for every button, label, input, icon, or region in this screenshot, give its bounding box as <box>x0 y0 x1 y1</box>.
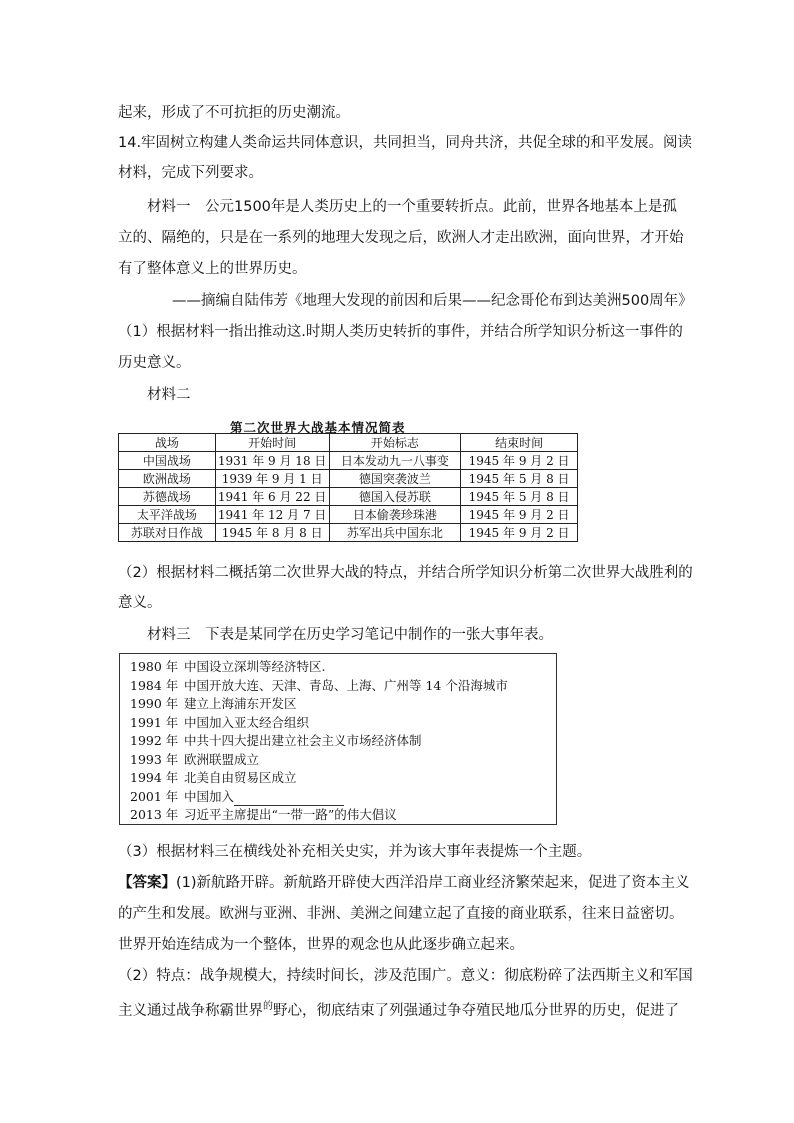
timeline-row <box>130 658 325 676</box>
timeline-event: 欧洲联盟成立 <box>184 751 260 767</box>
timeline-event: 中国加入亚太经合组织 <box>184 714 310 730</box>
material-1-line: 材料一 公元1500年是人类历史上的一个重要转折点。此前，世界各地基本上是孤 <box>147 199 677 215</box>
timeline-event: 中共十四大提出建立社会主义市场经济体制 <box>184 733 422 748</box>
timeline-row <box>130 769 297 787</box>
answer-text: 野心，彻底结束了列强通过争夺殖民地瓜分世界的历史，促进了 <box>273 1002 679 1019</box>
answer-line: （2）特点：战争规模大，持续时间长，涉及范围广。意义：彻底粉碎了法西斯主义和军国 <box>118 968 693 984</box>
superscript-char: 的 <box>263 1001 273 1012</box>
timeline-row <box>130 695 297 713</box>
table-cell: 1945 年 8 月 8 日 <box>215 524 329 542</box>
table-cell: 德国突袭波兰 <box>329 470 461 488</box>
answer-line <box>118 997 679 1021</box>
table-row <box>119 488 578 506</box>
timeline-event: 习近平主席提出“一带一路”的伟大倡议 <box>184 807 397 822</box>
table-header-cell: 开始时间 <box>215 434 329 452</box>
question-2-line: （2）根据材料二概括第二次世界大战的特点，并结合所学知识分析第二次世界大战胜利的 <box>118 565 693 581</box>
answer-text: (1)新航路开辟。新航路开辟使大西洋沿岸工商业经济繁荣起来，促进了资本主义 <box>176 875 690 891</box>
timeline-row <box>130 806 397 824</box>
timeline-event: 北美自由贸易区成立 <box>184 770 297 785</box>
answer-text: 主义通过战争称霸世界 <box>118 1002 263 1019</box>
question-1-line: 历史意义。 <box>118 355 191 371</box>
table-cell: 1945 年 9 月 2 日 <box>461 452 578 470</box>
table-title: 第二次世界大战基本情况简表 <box>230 420 406 435</box>
timeline-year: 2013 年 <box>130 807 179 822</box>
question-3-line: （3）根据材料三在横线处补充相关史实，并为该大事年表提炼一个主题。 <box>118 844 592 860</box>
table-cell: 1945 年 9 月 2 日 <box>461 524 578 542</box>
timeline-year: 1993 年 <box>130 751 179 767</box>
answer-line <box>118 873 690 893</box>
table-cell: 1941 年 6 月 22 日 <box>215 488 329 506</box>
table-cell: 1945 年 5 月 8 日 <box>461 470 578 488</box>
question-2-line: 意义。 <box>118 595 162 611</box>
question-1-line: （1）根据材料一指出推动这.时期人类历史转折的事件，并结合所学知识分析这一事件的 <box>118 324 683 340</box>
timeline-row <box>130 732 422 750</box>
material-1-source: ——摘编自陆伟芳《地理大发现的前因和后果——纪念哥伦布到达美洲500周年》 <box>172 293 693 309</box>
table-cell: 1945 年 5 月 8 日 <box>461 488 578 506</box>
table-cell: 1945 年 9 月 2 日 <box>461 506 578 524</box>
table-row <box>119 506 578 524</box>
table-cell: 1941 年 12 月 7 日 <box>215 506 329 524</box>
timeline-event: 中国加入 <box>184 788 235 804</box>
table-cell: 欧洲战场 <box>119 470 216 488</box>
text-line: 材料，完成下列要求。 <box>118 165 263 181</box>
table-header-cell: 战场 <box>119 434 216 452</box>
timeline-event: 中国开放大连、天津、青岛、上海、广州等 14 个沿海城市 <box>184 677 508 693</box>
timeline-year: 1991 年 <box>130 714 179 730</box>
timeline-event: 建立上海浦东开发区 <box>184 696 297 711</box>
table-cell: 1931 年 9 月 18 日 <box>215 452 329 470</box>
answer-line: 的产生和发展。欧洲与亚洲、非洲、美洲之间建立起了直接的商业联系，往来日益密切。 <box>118 906 684 922</box>
timeline-row <box>130 714 309 732</box>
timeline-event: 中国设立深圳等经济特区. <box>184 659 326 674</box>
table-cell: 中国战场 <box>119 452 216 470</box>
material-1-line: 有了整体意义上的世界历史。 <box>118 261 307 277</box>
table-header-row <box>119 434 578 452</box>
timeline-box <box>119 653 557 825</box>
table-cell: 德国入侵苏联 <box>329 488 461 506</box>
timeline-year: 1992 年 <box>130 733 179 748</box>
timeline-year: 1984 年 <box>130 677 179 693</box>
table-header-cell: 结束时间 <box>461 434 578 452</box>
timeline-row <box>130 677 508 695</box>
timeline-row <box>130 788 344 806</box>
material-2-label: 材料二 <box>147 387 191 403</box>
timeline-year: 2001 年 <box>130 788 179 804</box>
table-header-cell: 开始标志 <box>329 434 461 452</box>
answer-line: 世界开始连结成为一个整体，世界的观念也从此逐步确立起来。 <box>118 937 524 953</box>
material-3-label: 材料三 下表是某同学在历史学习笔记中制作的一张大事年表。 <box>147 627 553 643</box>
timeline-year: 1980 年 <box>130 659 179 674</box>
war-table <box>118 433 578 542</box>
fill-in-blank[interactable] <box>234 791 344 806</box>
table-row <box>119 524 578 542</box>
text-line: 起来，形成了不可抗拒的历史潮流。 <box>118 105 350 121</box>
table-cell: 苏联对日作战 <box>119 524 216 542</box>
answer-label: 【答案】 <box>118 875 176 891</box>
question-14-line: 14.牢固树立构建人类命运共同体意识，共同担当，同舟共济，共促全球的和平发展。阅读 <box>118 135 693 151</box>
table-cell: 日本发动九一八事变 <box>329 452 461 470</box>
material-1-line: 立的、隔绝的，只是在一系列的地理大发现之后，欧洲人才走出欧洲，面向世界，才开始 <box>118 230 684 246</box>
table-cell: 日本偷袭珍珠港 <box>329 506 461 524</box>
table-row <box>119 470 578 488</box>
table-cell: 苏德战场 <box>119 488 216 506</box>
timeline-year: 1990 年 <box>130 696 179 711</box>
table-cell: 太平洋战场 <box>119 506 216 524</box>
table-cell: 1939 年 9 月 1 日 <box>215 470 329 488</box>
table-row <box>119 452 578 470</box>
timeline-row <box>130 751 259 769</box>
timeline-year: 1994 年 <box>130 770 179 785</box>
table-cell: 苏军出兵中国东北 <box>329 524 461 542</box>
